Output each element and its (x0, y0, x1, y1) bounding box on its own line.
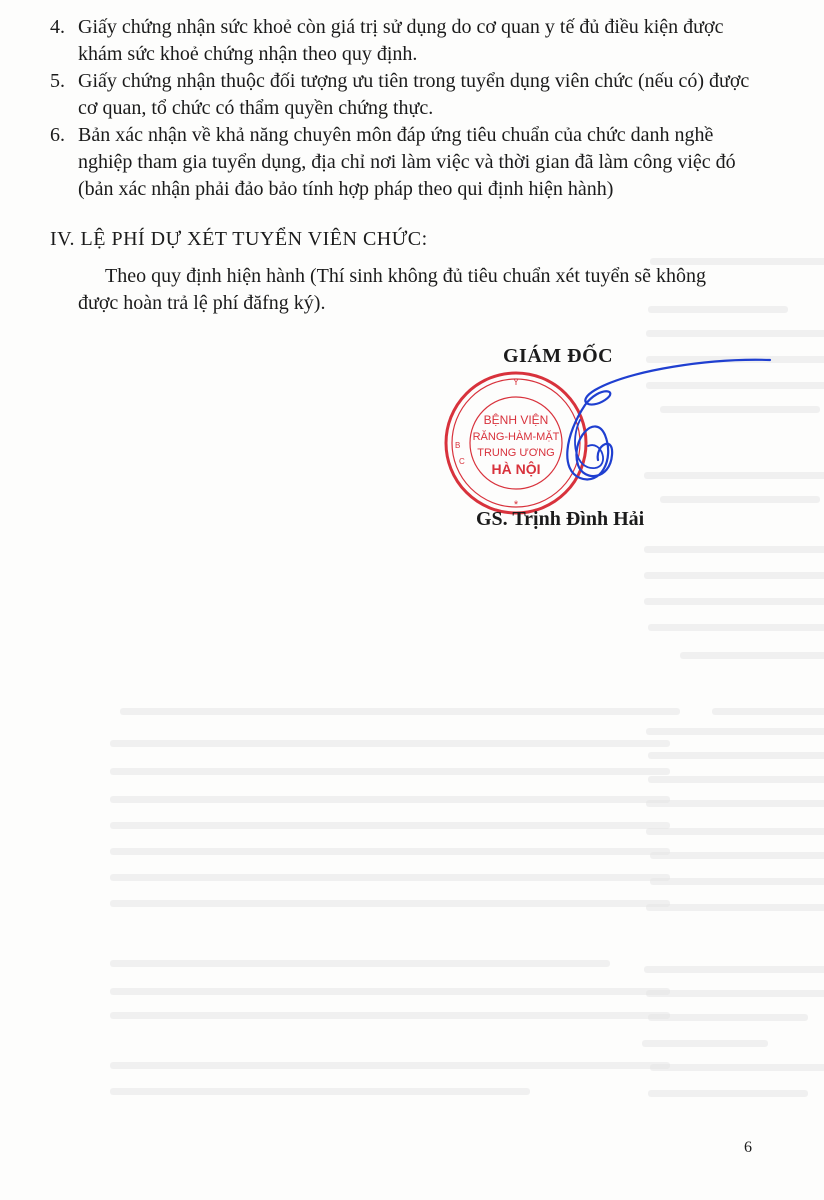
bleed-line (650, 878, 824, 885)
list-item (50, 14, 762, 68)
seal-line: TRUNG ƯƠNG (477, 447, 555, 459)
bleed-line (646, 828, 824, 835)
director-title: GIÁM ĐỐC (503, 345, 614, 367)
bleed-line (644, 572, 824, 579)
bleed-line (646, 800, 824, 807)
list-item (50, 122, 762, 203)
item-number: 5. (50, 70, 65, 92)
bleed-line (120, 708, 680, 715)
bleed-line (712, 708, 824, 715)
fee-section-heading: IV. LỆ PHÍ DỰ XÉT TUYỂN VIÊN CHỨC: (50, 228, 428, 250)
requirements-list (50, 14, 762, 203)
bleed-line (648, 624, 824, 631)
bleed-line (110, 988, 670, 995)
bleed-line (642, 1040, 768, 1047)
svg-text:*: * (513, 499, 519, 511)
item-text: Bản xác nhận về khả năng chuyên môn đáp ứng tiêu chuẩn của chức danh nghề nghiệp tham gia tuyển dụng, địa chỉ nơi làm việc và thời gian đã làm công việc đó (bản xác nhận phải đảo bảo tính hợp pháp theo qui định hiện hành) (78, 124, 736, 200)
bleed-line (110, 1088, 530, 1095)
bleed-line (644, 598, 824, 605)
item-number: 4. (50, 16, 65, 38)
bleed-line (110, 796, 670, 803)
bleed-line (110, 822, 670, 829)
bleed-line (110, 848, 670, 855)
bleed-line (650, 852, 824, 859)
bleed-line (110, 768, 670, 775)
bleed-line (646, 330, 824, 337)
bleed-line (644, 546, 824, 553)
bleed-line (648, 752, 824, 759)
bleed-line (644, 966, 824, 973)
bleed-line (648, 1090, 808, 1097)
signature-scribble-icon (540, 350, 780, 510)
svg-text:Y: Y (512, 377, 520, 387)
bleed-line (110, 1012, 670, 1019)
bleed-line (646, 990, 824, 997)
item-number: 6. (50, 124, 65, 146)
bleed-line (650, 1064, 824, 1071)
fee-section-text: Theo quy định hiện hành (Thí sinh không đủ tiêu chuẩn xét tuyển sẽ không được hoàn trả lệ phí đăfng ký). (78, 265, 707, 314)
bleed-line (646, 728, 824, 735)
page-number: 6 (744, 1139, 752, 1156)
bleed-line (646, 904, 824, 911)
seal-line: RĂNG-HÀM-MẶT (472, 431, 560, 443)
list-item (50, 68, 762, 122)
bleed-line (110, 1062, 670, 1069)
item-text: Giấy chứng nhận sức khoẻ còn giá trị sử dụng do cơ quan y tế đủ điều kiện được khám sức khoẻ chứng nhận theo quy định. (78, 16, 724, 65)
bleed-line (110, 740, 670, 747)
bleed-line (648, 1014, 808, 1021)
bleed-line (680, 652, 824, 659)
bleed-line (110, 960, 610, 967)
bleed-line (110, 874, 670, 881)
svg-text:B: B (455, 441, 461, 450)
seal-line: BỆNH VIỆN (483, 413, 549, 427)
seal-line: HÀ NỘI (491, 461, 541, 477)
bleed-line (648, 776, 824, 783)
director-name: GS. Trịnh Đình Hải (476, 508, 645, 530)
bleed-line (110, 900, 670, 907)
item-text: Giấy chứng nhận thuộc đối tượng ưu tiên trong tuyển dụng viên chức (nếu có) được cơ quan, tổ chức có thẩm quyền chứng thực. (78, 70, 750, 119)
svg-text:C: C (459, 457, 465, 466)
